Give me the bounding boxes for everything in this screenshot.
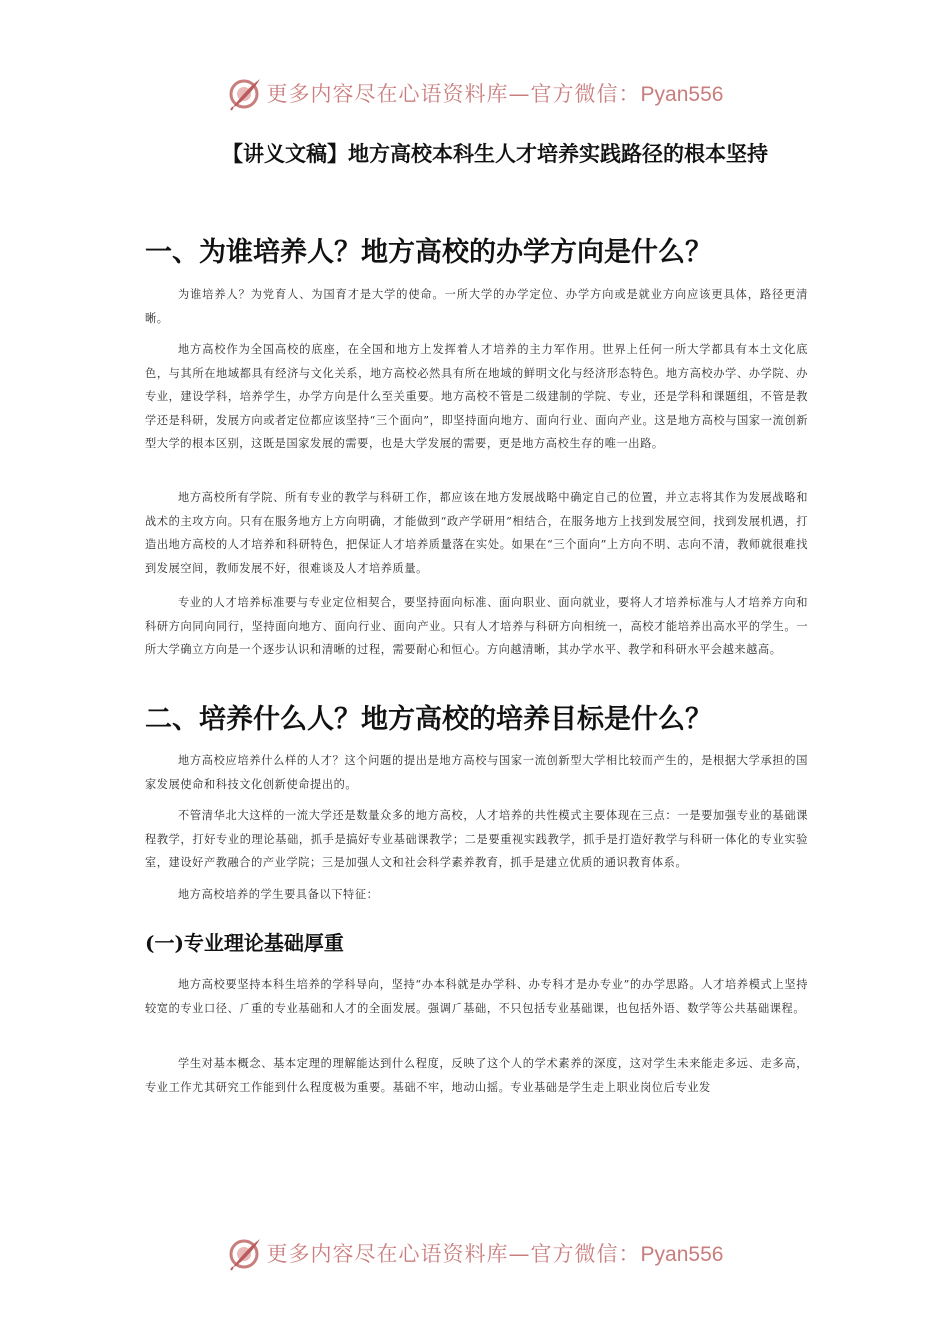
document-title: 【讲义文稿】地方高校本科生人才培养实践路径的根本坚持: [222, 142, 768, 166]
banner-text: 更多内容尽在心语资料库—官方微信：Pyan556: [266, 1242, 724, 1266]
paragraph: 学生对基本概念、基本定理的理解能达到什么程度，反映了这个人的学术素养的深度，这对学生未来能走多远、走多高，专业工作尤其研究工作能到什么程度极为重要。基础不牢，地动山摇。专业基础是学生走上职业岗位后专业发: [145, 1057, 808, 1094]
paragraph: 地方高校所有学院、所有专业的教学与科研工作，都应该在地方发展战略中确定自己的位置，并立志将其作为发展战略和战术的主攻方向。只有在服务地方上方向明确，才能做到“政产学研用”相结合，在服务地方上找到发展空间，找到发展机遇，打造出地方高校的人才培养和科研特色，把保证人才培养质量落在实处。如果在“三个面向”上方向不明、志向不清，教师就很难找到发展空间，教师发展不好，很难谈及人才培养质量。: [145, 491, 808, 575]
paragraph: 不管清华北大这样的一流大学还是数量众多的地方高校，人才培养的共性模式主要体现在三点：一是要加强专业的基础课程教学，打好专业的理论基础，抓手是搞好专业基础课教学；二是要重视实践教学，抓手是打造好教学与科研一体化的专业实验室，建设好产教融合的产业学院；三是加强人文和社会科学素养教育，抓手是建立优质的通识教育体系。: [145, 809, 808, 869]
paragraph: 地方高校培养的学生要具备以下特征：: [178, 888, 379, 901]
paragraph: 专业的人才培养标准要与专业定位相契合，要坚持面向标准、面向职业、面向就业，要将人才培养标准与人才培养方向和科研方向同向同行，坚持面向地方、面向行业、面向产业。只有人才培养与科研方向相统一，高校才能培养出高水平的学生。一所大学确立方向是一个逐步认识和清晰的过程，需要耐心和恒心。方向越清晰，其办学水平、教学和科研水平会越来越高。: [145, 596, 808, 656]
header-banner: [0, 68, 950, 118]
paragraph: 地方高校要坚持本科生培养的学科导向，坚持“办本科就是办学科、办专科才是办专业”的办学思路。人才培养模式上坚持较宽的专业口径、⺁重的专业基础和人才的全面发展。强调⺁基础，不只包括专业基础课，也包括外语、数学等公共基础课程。: [145, 978, 808, 1015]
banner-text: 更多内容尽在心语资料库—官方微信：Pyan556: [266, 82, 724, 106]
quill-seal-icon: [227, 75, 263, 111]
section-heading-2: 二、培养什么人？地方高校的培养目标是什么？: [145, 704, 712, 735]
wechat-id: Pyan556: [640, 83, 724, 106]
paragraph: 为谁培养人？为党育人、为国育才是大学的使命。一所大学的办学定位、办学方向或是就业方向应该更具体，路径更清晰。: [145, 288, 808, 325]
footer-banner: [0, 1228, 950, 1278]
wechat-id: Pyan556: [640, 1243, 724, 1266]
paragraph: 地方高校应培养什么样的人才？这个问题的提出是地方高校与国家一流创新型大学相比较而产生的，是根据大学承担的国家发展使命和科技文化创新使命提出的。: [145, 754, 808, 791]
quill-seal-icon: [227, 1235, 263, 1271]
paragraph: 地方高校作为全国高校的底座，在全国和地方上发挥着人才培养的主力军作用。世界上任何一所大学都具有本土文化底色，与其所在地域都具有经济与文化关系，地方高校必然具有所在地域的鲜明文化与经济形态特色。地方高校办学、办学院、办专业，建设学科，培养学生，办学方向是什么至关重要。地方高校不管是二级建制的学院、专业，还是学科和课题组，不管是教学还是科研，发展方向或者定位都应该坚持“三个面向”，即坚持面向地方、面向行业、面向产业。这是地方高校与国家一流创新型大学的根本区别，这既是国家发展的需要，也是大学发展的需要，更是地方高校生存的唯一出路。: [145, 343, 808, 450]
subsection-heading: (一)专业理论基础厚重: [145, 931, 344, 955]
section-heading-1: 一、为谁培养人？地方高校的办学方向是什么？: [145, 237, 712, 268]
